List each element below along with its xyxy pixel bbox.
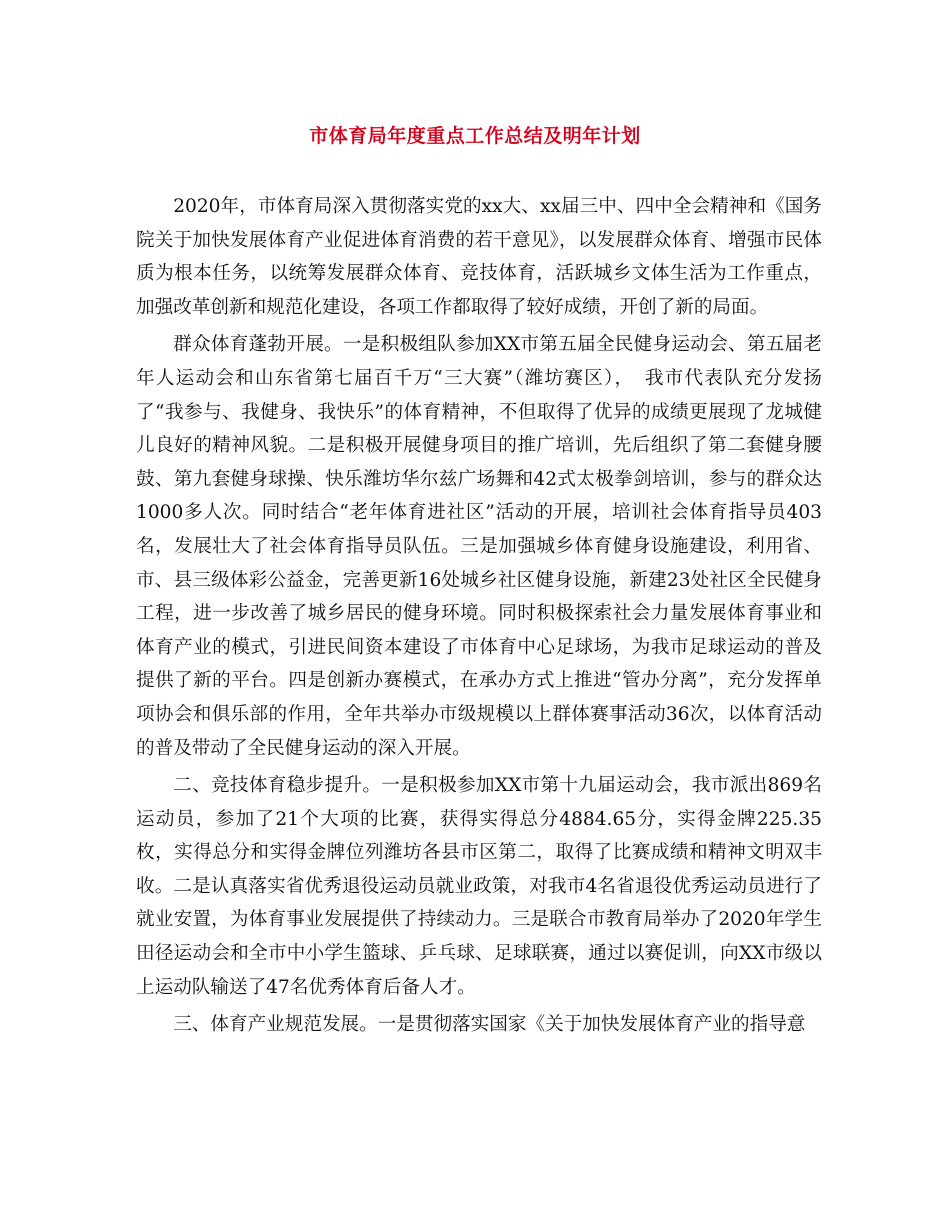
paragraph-intro: 2020年，市体育局深入贯彻落实党的xx大、xx届三中、四中全会精神和《国务院关于加快发展体育产业促进体育消费的若干意见》，以发展群众体育、增强市民体质为根本任务，以统筹发展群众体育、竞技体育，活跃城乡文体生活为工作重点，加强改革创新和规范化建设，各项工作都取得了较好成绩，开创了新的局面。 — [136, 196, 822, 318]
paragraph-sports-industry: 三、体育产业规范发展。一是贯彻落实国家《关于加快发展体育产业的指导意 — [173, 1014, 806, 1036]
paragraph-mass-sports: 群众体育蓬勃开展。一是积极组队参加XX市第五届全民健身运动会、第五届老年人运动会和山东省第七届百千万“三大赛”（潍坊赛区）， 我市代表队充分发扬了“我参与、我健身、我快乐”的体育精神，不但取得了优异的成绩更展现了龙城健儿良好的精神风貌。二是积极开展健身项目的推广培训，先后组织了第二套健身腰鼓、第九套健身球操、快乐潍坊华尔兹广场舞和42式太极拳剑培训，参与的群众达1000多人次。同时结合“老年体育进社区”活动的开展，培训社会体育指导员403名，发展壮大了社会体育指导员队伍。三是加强城乡体育健身设施建设，利用省、市、县三级体彩公益金，完善更新16处城乡社区健身设施，新建23处社区全民健身工程，进一步改善了城乡居民的健身环境。同时积极探索社会力量发展体育事业和体育产业的模式，引进民间资本建设了市体育中心足球场，为我市足球运动的普及提供了新的平台。四是创新办赛模式，在承办方式上推进“管办分离”，充分发挥单项协会和俱乐部的作用，全年共举办市级规模以上群体赛事活动36次，以体育活动的普及带动了全民健身运动的深入开展。 — [136, 334, 822, 759]
document-body — [136, 190, 822, 1046]
paragraph-competitive-sports: 二、竞技体育稳步提升。一是积极参加XX市第十九届运动会，我市派出869名运动员，参加了21个大项的比赛，获得实得总分4884.65分，实得金牌225.35枚，实得总分和实得金牌位列潍坊各县市区第二，取得了比赛成绩和精神文明双丰收。二是认真落实省优秀退役运动员就业政策，对我市4名省退役优秀运动员进行了就业安置，为体育事业发展提供了持续动力。三是联合市教育局举办了2020年学生田径运动会和全市中小学生篮球、乒乓球、足球联赛，通过以赛促训，向XX市级以上运动队输送了47名优秀体育后备人才。 — [136, 775, 822, 998]
document-title: 市体育局年度重点工作总结及明年计划 — [309, 125, 641, 147]
